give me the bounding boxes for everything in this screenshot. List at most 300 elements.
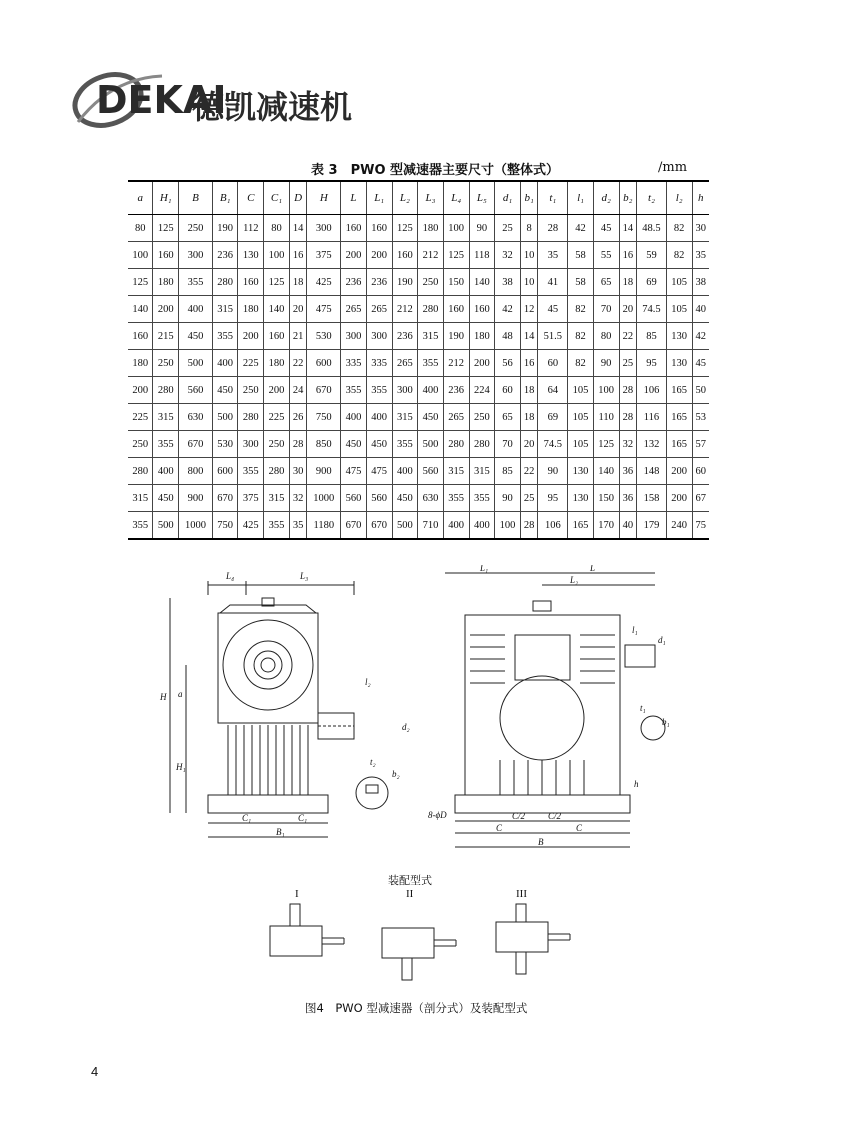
column-header: b₁ xyxy=(520,181,538,215)
table-cell: 150 xyxy=(593,485,619,512)
column-header: B₁ xyxy=(212,181,238,215)
table-cell: 82 xyxy=(666,242,692,269)
table-cell: 180 xyxy=(418,215,444,242)
table-cell: 355 xyxy=(153,431,179,458)
table-cell: 200 xyxy=(341,242,367,269)
table-cell: 28 xyxy=(289,431,307,458)
table-cell: 14 xyxy=(520,323,538,350)
table-body xyxy=(128,215,709,540)
label-L3: L₃ xyxy=(300,571,309,581)
table-cell: 335 xyxy=(366,350,392,377)
column-header: l₁ xyxy=(568,181,594,215)
column-header: d₂ xyxy=(593,181,619,215)
table-cell: 45 xyxy=(593,215,619,242)
table-cell: 28 xyxy=(619,404,637,431)
table-cell: 500 xyxy=(418,431,444,458)
label-d2: d₂ xyxy=(402,722,410,732)
label-L4: L₄ xyxy=(226,571,235,581)
column-header: L xyxy=(341,181,367,215)
table-cell: 475 xyxy=(341,458,367,485)
table-cell: 105 xyxy=(568,377,594,404)
table-cell: 165 xyxy=(666,431,692,458)
table-cell: 200 xyxy=(666,458,692,485)
table-cell: 21 xyxy=(289,323,307,350)
table-row xyxy=(128,215,709,242)
table-cell: 355 xyxy=(179,269,213,296)
table-cell: 82 xyxy=(568,296,594,323)
table-cell: 132 xyxy=(637,431,667,458)
table-cell: 750 xyxy=(212,512,238,540)
reducer-drawing xyxy=(150,565,710,865)
table-cell: 300 xyxy=(341,323,367,350)
table-row xyxy=(128,242,709,269)
table-cell: 25 xyxy=(520,485,538,512)
table-cell: 130 xyxy=(238,242,264,269)
column-header: B xyxy=(179,181,213,215)
figure-caption: 图4 PWO 型减速器（剖分式）及装配型式 xyxy=(305,1001,528,1015)
table-cell: 150 xyxy=(443,269,469,296)
table-cell: 355 xyxy=(469,485,495,512)
table-cell: 74.5 xyxy=(538,431,568,458)
table-cell: 125 xyxy=(264,269,290,296)
table-cell: 280 xyxy=(128,458,153,485)
table-cell: 212 xyxy=(443,350,469,377)
table-cell: 400 xyxy=(469,512,495,540)
table-cell: 425 xyxy=(238,512,264,540)
table-cell: 315 xyxy=(392,404,418,431)
table-cell: 105 xyxy=(568,404,594,431)
table-cell: 51.5 xyxy=(538,323,568,350)
table-cell: 1000 xyxy=(307,485,341,512)
table-cell: 212 xyxy=(418,242,444,269)
table-cell: 58 xyxy=(568,242,594,269)
label-D: 8-ϕD xyxy=(428,810,447,820)
table-cell: 250 xyxy=(469,404,495,431)
table-cell: 106 xyxy=(637,377,667,404)
table-cell: 14 xyxy=(619,215,637,242)
label-a: a xyxy=(178,689,183,699)
table-cell: 280 xyxy=(418,296,444,323)
label-B: B xyxy=(538,837,544,847)
table-cell: 28 xyxy=(619,377,637,404)
table-cell: 35 xyxy=(692,242,709,269)
table-cell: 118 xyxy=(469,242,495,269)
table-cell: 450 xyxy=(366,431,392,458)
table-cell: 40 xyxy=(692,296,709,323)
assembly-type-1-shape xyxy=(262,902,352,992)
table-cell: 50 xyxy=(692,377,709,404)
column-header: C₁ xyxy=(264,181,290,215)
right-view xyxy=(445,573,665,847)
table-cell: 18 xyxy=(619,269,637,296)
table-cell: 236 xyxy=(392,323,418,350)
table-cell: 95 xyxy=(637,350,667,377)
table-cell: 315 xyxy=(264,485,290,512)
table-cell: 74.5 xyxy=(637,296,667,323)
column-header: t₂ xyxy=(637,181,667,215)
table-cell: 70 xyxy=(495,431,521,458)
column-header: L₁ xyxy=(366,181,392,215)
table-cell: 125 xyxy=(593,431,619,458)
table-cell: 65 xyxy=(495,404,521,431)
table-cell: 25 xyxy=(495,215,521,242)
table-cell: 355 xyxy=(128,512,153,540)
table-cell: 158 xyxy=(637,485,667,512)
logo-brand: DEKAI xyxy=(96,78,227,122)
table-cell: 190 xyxy=(212,215,238,242)
table-cell: 160 xyxy=(469,296,495,323)
table-row xyxy=(128,323,709,350)
table-row xyxy=(128,485,709,512)
table-cell: 67 xyxy=(692,485,709,512)
table-cell: 670 xyxy=(307,377,341,404)
table-cell: 60 xyxy=(495,377,521,404)
left-view xyxy=(170,581,388,837)
column-header: a xyxy=(128,181,153,215)
table-cell: 69 xyxy=(637,269,667,296)
table-cell: 180 xyxy=(264,350,290,377)
column-header: L₂ xyxy=(392,181,418,215)
table-cell: 20 xyxy=(289,296,307,323)
table-cell: 75 xyxy=(692,512,709,540)
label-C1-a: C₁ xyxy=(242,813,252,823)
table-cell: 42 xyxy=(495,296,521,323)
table-cell: 400 xyxy=(392,458,418,485)
table-cell: 315 xyxy=(212,296,238,323)
table-cell: 450 xyxy=(153,485,179,512)
table-cell: 400 xyxy=(212,350,238,377)
table-cell: 300 xyxy=(392,377,418,404)
table-cell: 38 xyxy=(692,269,709,296)
table-cell: 160 xyxy=(341,215,367,242)
table-cell: 400 xyxy=(153,458,179,485)
table-cell: 280 xyxy=(153,377,179,404)
table-cell: 100 xyxy=(264,242,290,269)
table-cell: 30 xyxy=(692,215,709,242)
table-cell: 28 xyxy=(538,215,568,242)
table-cell: 100 xyxy=(593,377,619,404)
assembly-title: 装配型式 xyxy=(388,874,432,887)
label-b2: b₂ xyxy=(392,769,400,779)
table-cell: 22 xyxy=(520,458,538,485)
table-cell: 100 xyxy=(128,242,153,269)
table-cell: 900 xyxy=(307,458,341,485)
table-cell: 160 xyxy=(366,215,392,242)
label-C-b: C xyxy=(576,823,583,833)
table-cell: 315 xyxy=(469,458,495,485)
table-cell: 355 xyxy=(212,323,238,350)
table-cell: 375 xyxy=(238,485,264,512)
table-cell: 355 xyxy=(341,377,367,404)
table-cell: 140 xyxy=(593,458,619,485)
table-cell: 850 xyxy=(307,431,341,458)
table-cell: 160 xyxy=(128,323,153,350)
right-view-labels xyxy=(428,565,670,847)
table-cell: 22 xyxy=(289,350,307,377)
label-d1: d₁ xyxy=(658,635,666,645)
table-cell: 300 xyxy=(366,323,392,350)
table-cell: 200 xyxy=(666,485,692,512)
table-cell: 236 xyxy=(443,377,469,404)
table-cell: 165 xyxy=(568,512,594,540)
table-cell: 100 xyxy=(443,215,469,242)
table-cell: 18 xyxy=(520,377,538,404)
cooling-fins xyxy=(228,725,308,795)
column-header: L₅ xyxy=(469,181,495,215)
table-cell: 69 xyxy=(538,404,568,431)
table-cell: 106 xyxy=(538,512,568,540)
table-cell: 160 xyxy=(264,323,290,350)
table-cell: 236 xyxy=(212,242,238,269)
table-cell: 475 xyxy=(366,458,392,485)
table-cell: 26 xyxy=(289,404,307,431)
side-fins xyxy=(470,635,615,795)
label-l2: l₂ xyxy=(365,677,371,687)
table-cell: 10 xyxy=(520,242,538,269)
table-cell: 36 xyxy=(619,458,637,485)
table-cell: 670 xyxy=(366,512,392,540)
label-C2-a: C/2 xyxy=(512,811,526,821)
table-cell: 500 xyxy=(153,512,179,540)
table-cell: 560 xyxy=(179,377,213,404)
table-cell: 200 xyxy=(264,377,290,404)
table-cell: 500 xyxy=(392,512,418,540)
label-h: h xyxy=(634,779,639,789)
table-cell: 56 xyxy=(495,350,521,377)
table-cell: 250 xyxy=(179,215,213,242)
table-cell: 32 xyxy=(495,242,521,269)
table-cell: 250 xyxy=(264,431,290,458)
table-cell: 265 xyxy=(366,296,392,323)
table-cell: 35 xyxy=(538,242,568,269)
label-l1: l₁ xyxy=(632,625,638,635)
table-cell: 450 xyxy=(418,404,444,431)
table-cell: 190 xyxy=(443,323,469,350)
table-cell: 265 xyxy=(443,404,469,431)
table-cell: 160 xyxy=(443,296,469,323)
logo-name-cn: 德凯减速机 xyxy=(192,88,353,126)
table-cell: 16 xyxy=(619,242,637,269)
table-cell: 670 xyxy=(179,431,213,458)
table-cell: 95 xyxy=(538,485,568,512)
table-cell: 82 xyxy=(568,350,594,377)
table-cell: 38 xyxy=(495,269,521,296)
table-cell: 140 xyxy=(469,269,495,296)
table-title: 表 3 PWO 型减速器主要尺寸（整体式） xyxy=(311,163,560,178)
assembly-type-3-shape xyxy=(492,902,582,992)
table-cell: 179 xyxy=(637,512,667,540)
table-cell: 265 xyxy=(341,296,367,323)
table-cell: 355 xyxy=(366,377,392,404)
table-cell: 82 xyxy=(568,323,594,350)
table-cell: 125 xyxy=(443,242,469,269)
label-L: L xyxy=(590,565,596,573)
table-cell: 112 xyxy=(238,215,264,242)
table-cell: 560 xyxy=(341,485,367,512)
table-cell: 20 xyxy=(520,431,538,458)
assembly-type-1-label: I xyxy=(295,888,299,900)
table-cell: 200 xyxy=(366,242,392,269)
table-cell: 125 xyxy=(392,215,418,242)
label-C2-b: C/2 xyxy=(548,811,562,821)
table-cell: 16 xyxy=(289,242,307,269)
dimension-table xyxy=(128,180,709,540)
table-cell: 710 xyxy=(418,512,444,540)
table-cell: 375 xyxy=(307,242,341,269)
table-cell: 90 xyxy=(538,458,568,485)
table-row xyxy=(128,350,709,377)
table-cell: 125 xyxy=(128,269,153,296)
table-cell: 750 xyxy=(307,404,341,431)
table-cell: 200 xyxy=(153,296,179,323)
table-cell: 225 xyxy=(128,404,153,431)
table-cell: 190 xyxy=(392,269,418,296)
label-t1: t₁ xyxy=(640,703,646,713)
assembly-type-3-label: III xyxy=(516,888,527,900)
table-cell: 36 xyxy=(619,485,637,512)
table-row xyxy=(128,431,709,458)
table-cell: 240 xyxy=(666,512,692,540)
table-header-row xyxy=(128,181,709,215)
table-cell: 180 xyxy=(128,350,153,377)
table-cell: 600 xyxy=(212,458,238,485)
table-cell: 45 xyxy=(538,296,568,323)
table-cell: 425 xyxy=(307,269,341,296)
column-header: t₁ xyxy=(538,181,568,215)
table-cell: 450 xyxy=(179,323,213,350)
table-cell: 300 xyxy=(238,431,264,458)
table-cell: 200 xyxy=(469,350,495,377)
table-cell: 32 xyxy=(619,431,637,458)
table-row xyxy=(128,512,709,540)
table-cell: 355 xyxy=(238,458,264,485)
table-cell: 400 xyxy=(418,377,444,404)
table-cell: 280 xyxy=(264,458,290,485)
table-cell: 140 xyxy=(264,296,290,323)
table-cell: 48.5 xyxy=(637,215,667,242)
table-cell: 100 xyxy=(495,512,521,540)
table-cell: 60 xyxy=(538,350,568,377)
table-row xyxy=(128,269,709,296)
table-cell: 280 xyxy=(469,431,495,458)
table-cell: 450 xyxy=(392,485,418,512)
table-cell: 24 xyxy=(289,377,307,404)
table-cell: 500 xyxy=(212,404,238,431)
table-cell: 236 xyxy=(341,269,367,296)
table-cell: 140 xyxy=(128,296,153,323)
table-cell: 670 xyxy=(212,485,238,512)
table-cell: 200 xyxy=(238,323,264,350)
label-H: H xyxy=(160,692,167,702)
table-cell: 236 xyxy=(366,269,392,296)
table-cell: 600 xyxy=(307,350,341,377)
table-cell: 315 xyxy=(443,458,469,485)
column-header: H₁ xyxy=(153,181,179,215)
table-cell: 85 xyxy=(637,323,667,350)
column-header: C xyxy=(238,181,264,215)
table-cell: 250 xyxy=(418,269,444,296)
table-cell: 630 xyxy=(418,485,444,512)
table-cell: 20 xyxy=(619,296,637,323)
table-cell: 25 xyxy=(619,350,637,377)
table-cell: 355 xyxy=(264,512,290,540)
table-cell: 225 xyxy=(264,404,290,431)
table-cell: 265 xyxy=(392,350,418,377)
column-header: L₄ xyxy=(443,181,469,215)
table-cell: 400 xyxy=(179,296,213,323)
table-cell: 300 xyxy=(307,215,341,242)
table-cell: 400 xyxy=(443,512,469,540)
table-cell: 335 xyxy=(341,350,367,377)
table-cell: 1000 xyxy=(179,512,213,540)
table-cell: 900 xyxy=(179,485,213,512)
table-cell: 59 xyxy=(637,242,667,269)
table-cell: 64 xyxy=(538,377,568,404)
table-cell: 82 xyxy=(666,215,692,242)
table-cell: 160 xyxy=(238,269,264,296)
table-cell: 400 xyxy=(341,404,367,431)
table-cell: 630 xyxy=(179,404,213,431)
table-cell: 80 xyxy=(593,323,619,350)
column-header: D xyxy=(289,181,307,215)
table-cell: 355 xyxy=(418,350,444,377)
left-view-labels xyxy=(159,571,410,837)
table-cell: 475 xyxy=(307,296,341,323)
table-cell: 355 xyxy=(443,485,469,512)
table-cell: 53 xyxy=(692,404,709,431)
label-B1: B₁ xyxy=(276,827,285,837)
table-cell: 225 xyxy=(238,350,264,377)
table-cell: 165 xyxy=(666,404,692,431)
label-C1-b: C₁ xyxy=(298,813,308,823)
table-cell: 30 xyxy=(289,458,307,485)
column-header: l₂ xyxy=(666,181,692,215)
table-cell: 65 xyxy=(593,269,619,296)
table-cell: 500 xyxy=(179,350,213,377)
table-cell: 130 xyxy=(666,350,692,377)
table-cell: 40 xyxy=(619,512,637,540)
label-H1: H₁ xyxy=(176,762,186,772)
table-cell: 125 xyxy=(153,215,179,242)
table-cell: 560 xyxy=(418,458,444,485)
table-cell: 70 xyxy=(593,296,619,323)
table-cell: 224 xyxy=(469,377,495,404)
table-cell: 130 xyxy=(568,485,594,512)
table-cell: 35 xyxy=(289,512,307,540)
table-cell: 1180 xyxy=(307,512,341,540)
column-header: d₁ xyxy=(495,181,521,215)
table-cell: 45 xyxy=(692,350,709,377)
table-cell: 90 xyxy=(469,215,495,242)
label-b1: b₁ xyxy=(662,717,670,727)
table-cell: 130 xyxy=(666,323,692,350)
column-header: L₃ xyxy=(418,181,444,215)
table-cell: 90 xyxy=(593,350,619,377)
label-t2: t₂ xyxy=(370,757,376,767)
table-cell: 315 xyxy=(128,485,153,512)
table-cell: 85 xyxy=(495,458,521,485)
table-cell: 170 xyxy=(593,512,619,540)
table-cell: 160 xyxy=(153,242,179,269)
table-cell: 41 xyxy=(538,269,568,296)
column-header: h xyxy=(692,181,709,215)
table-cell: 110 xyxy=(593,404,619,431)
table-cell: 180 xyxy=(153,269,179,296)
table-cell: 18 xyxy=(520,404,538,431)
table-cell: 800 xyxy=(179,458,213,485)
table-cell: 450 xyxy=(341,431,367,458)
table-cell: 250 xyxy=(128,431,153,458)
